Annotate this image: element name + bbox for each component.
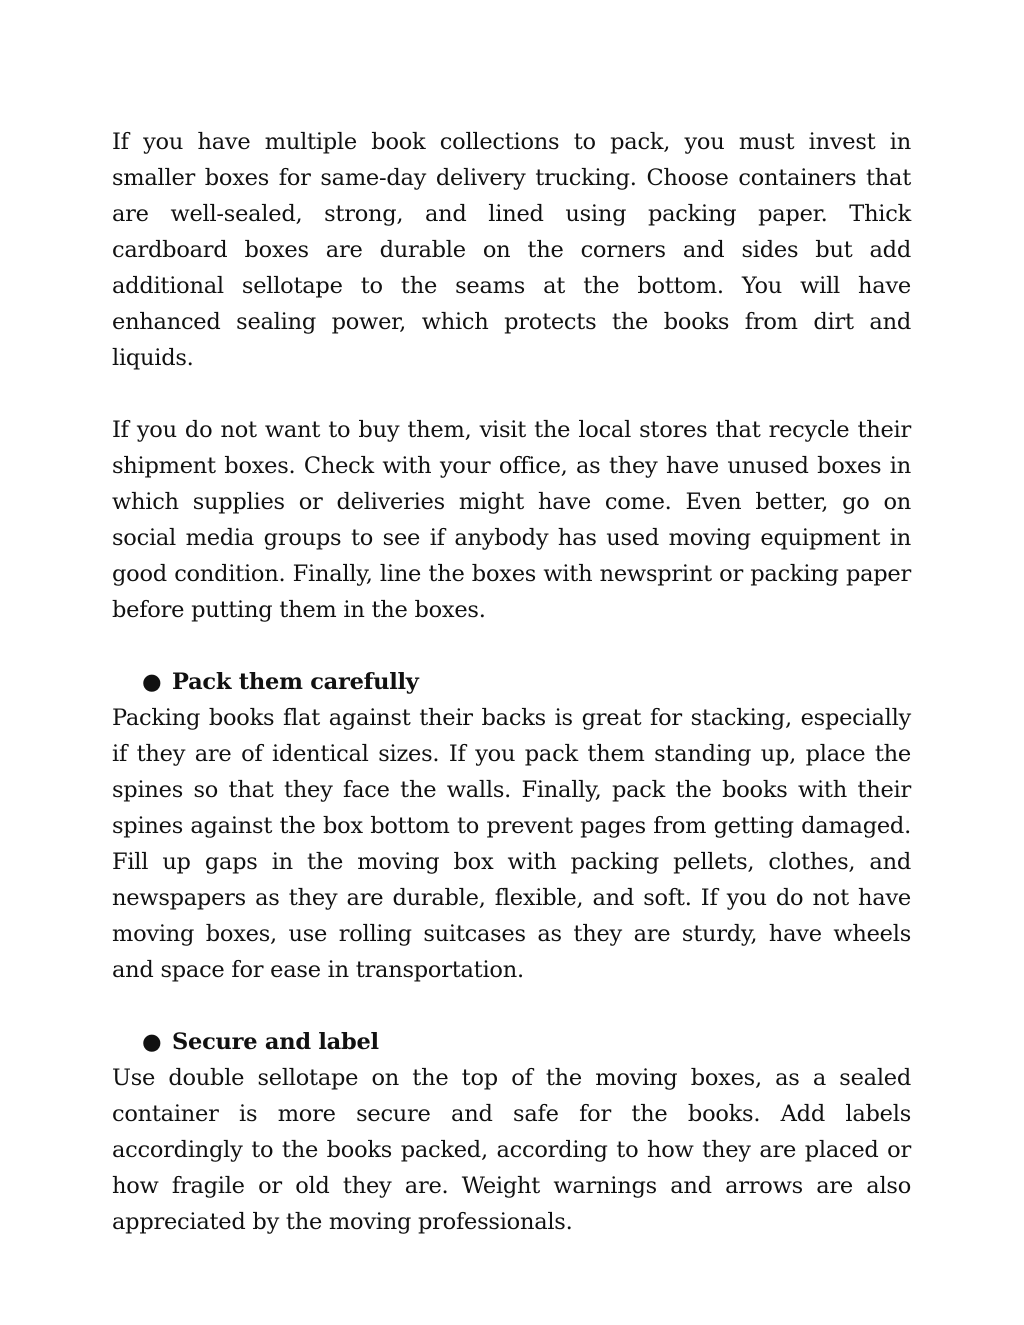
paragraph-spacer <box>112 628 911 664</box>
paragraph-boxes-intro: If you have multiple book collections to pack, you must invest in smaller boxes for same-day delivery trucking. Choose containers that are well-sealed, strong, and lined using packing paper. Thick cardboard boxes are durable on the corners and sides but add additional sellotape to the seams at the bottom. You will have enhanced sealing power, which protects the books from dirt and liquids. <box>112 129 911 371</box>
paragraph-secure-label: Use double sellotape on the top of the moving boxes, as a sealed container is more secure and safe for the books. Add labels accordingly to the books packed, according to how they are placed or how fragile or old they are. Weight warnings and arrows are also appreciated by the moving professionals. <box>112 1065 911 1235</box>
section-heading-pack-carefully <box>112 664 911 700</box>
section-heading-text: Pack them carefully <box>172 669 419 695</box>
paragraph-spacer <box>112 988 911 1024</box>
section-heading-text: Secure and label <box>172 1029 379 1055</box>
document-page <box>112 124 911 1240</box>
paragraph-spacer <box>112 376 911 412</box>
bullet-icon: ● <box>142 669 162 695</box>
paragraph-pack-carefully: Packing books flat against their backs is great for stacking, especially if they are of identical sizes. If you pack them standing up, place the spines so that they face the walls. Finally, pack the books with their spines against the box bottom to prevent pages from getting damaged. Fill up gaps in the moving box with packing pellets, clothes, and newspapers as they are durable, flexible, and soft. If you do not have moving boxes, use rolling suitcases as they are sturdy, have wheels and space for ease in transportation. <box>112 705 911 983</box>
paragraph-finding-boxes: If you do not want to buy them, visit the local stores that recycle their shipment boxes. Check with your office, as they have unused boxes in which supplies or deliveries might have come. Even better, go on social media groups to see if anybody has used moving equipment in good condition. Finally, line the boxes with newsprint or packing paper before putting them in the boxes. <box>112 417 911 623</box>
bullet-icon: ● <box>142 1029 162 1055</box>
section-heading-secure-label <box>112 1024 911 1060</box>
